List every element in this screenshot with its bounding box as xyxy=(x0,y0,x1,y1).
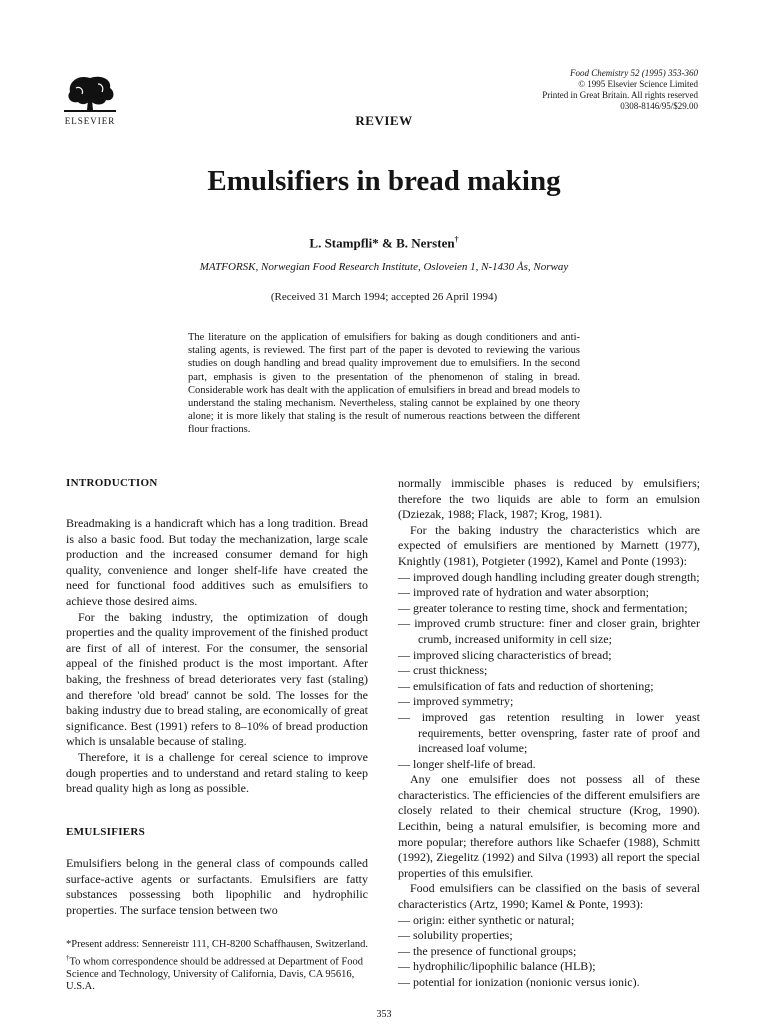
article-title: Emulsifiers in bread making xyxy=(207,165,561,197)
footnotes xyxy=(66,939,368,994)
list-item: — improved dough handling including greater dough strength; xyxy=(398,569,700,584)
list-item: — longer shelf-life of bread. xyxy=(398,756,536,771)
introduction-body xyxy=(66,516,368,797)
intro-paragraph-1: Breadmaking is a handicraft which has a long tradition. Bread is also a basic food. But today the mechanization, large scale production and the increased consumer demand for high quality, convenience and longer shelf-life have created the need for functional food additives such as emulsifiers to achieve those desired aims. xyxy=(66,516,368,608)
copyright-line: © 1995 Elsevier Science Limited xyxy=(578,79,698,89)
list-item: — potential for ionization (nonionic versus ionic). xyxy=(398,975,640,989)
printed-line: Printed in Great Britain. All rights reserved xyxy=(542,90,698,100)
right-paragraph-4: Food emulsifiers can be classified on the basis of several characteristics (Artz, 1990; Kamel & Ponte, 1993): xyxy=(398,881,700,912)
right-column xyxy=(398,476,700,991)
classification-list xyxy=(398,913,700,991)
list-item: — improved slicing characteristics of bread; xyxy=(398,647,612,662)
emulsifiers-paragraph-1: Emulsifiers belong in the general class of compounds called surface-active agents or surfactants. Emulsifiers are fatty substances possessing both lipophilic and hydrophilic properties. The surface tension between two xyxy=(66,856,368,917)
list-item: — improved crumb structure: finer and closer grain, brighter crumb, increased uniformity in cell size; xyxy=(398,616,700,646)
author-names: L. Stampfli* & B. Nersten xyxy=(309,235,455,251)
footnote-correspondence xyxy=(66,952,368,994)
footnote-present-address: *Present address: Sennereistr 111, CH-8200 Schaffhausen, Switzerland. xyxy=(66,939,369,950)
emulsifiers-body xyxy=(66,856,368,918)
footnote-correspondence-text: To whom correspondence should be addressed at Department of Food Science and Technology, University of California, Davis, CA 95616, U.S.A. xyxy=(66,956,363,993)
list-item: — the presence of functional groups; xyxy=(398,943,577,958)
list-item: — emulsification of fats and reduction of shortening; xyxy=(398,678,654,693)
list-item: — improved gas retention resulting in lower yeast requirements, better ovenspring, faster rate of proof and increased loaf volume; xyxy=(398,709,700,756)
intro-paragraph-2: For the baking industry, the optimization of dough properties and the quality improvement of the finished product are first of all of interest. For the consumer, the sensorial appeal of the finished product is the most important. After baking, the freshness of bread deteriorates very fast (staling) and therefore 'old bread' cannot be sold. The losses for the baking industry due to bread staling, are economically of great significance. Best (1991) refers to 8–10% of bread production which is unsalable because of staling. xyxy=(66,609,368,749)
journal-info xyxy=(438,68,698,112)
section-type: REVIEW xyxy=(355,113,413,128)
list-item: — improved rate of hydration and water absorption; xyxy=(398,585,649,600)
issn-line: 0308-8146/95/$29.00 xyxy=(620,101,698,111)
right-paragraph-1: normally immiscible phases is reduced by emulsifiers; therefore the two liquids are able to form an emulsion (Dziezak, 1988; Flack, 1987; Krog, 1981). xyxy=(398,476,700,522)
list-item: — crust thickness; xyxy=(398,663,488,678)
intro-heading-block xyxy=(66,476,368,492)
affiliation: MATFORSK, Norwegian Food Research Institute, Osloveien 1, N-1430 Ås, Norway xyxy=(199,261,569,273)
list-item: — solubility properties; xyxy=(398,928,513,943)
right-paragraph-2: For the baking industry the characteristics which are expected of emulsifiers are mentioned by Marnett (1977), Knightly (1981), Potgieter (1992), Kamel and Ponte (1993): xyxy=(398,522,700,568)
tree-logo-icon xyxy=(60,70,120,114)
characteristics-list xyxy=(398,570,700,773)
footnote-mark: † xyxy=(66,953,70,962)
journal-citation: Food Chemistry 52 (1995) 353-360 xyxy=(570,68,698,78)
introduction-heading: INTRODUCTION xyxy=(66,477,158,489)
list-item: — greater tolerance to resting time, shock and fermentation; xyxy=(398,600,688,615)
right-paragraph-3: Any one emulsifier does not possess all of these characteristics. The efficiencies of the different emulsifiers are closely related to their chemical structure (Krog, 1990). Lecithin, being a natural emulsifier, is becoming more and more popular; therefore authors like Schaefer (1988), Schmitt (1992), Ziegelitz (1992) and Silva (1993) all report the special properties of this emulsifier. xyxy=(398,772,700,880)
received-dates: (Received 31 March 1994; accepted 26 April 1994) xyxy=(270,291,498,303)
intro-paragraph-3: Therefore, it is a challenge for cereal science to improve dough properties and to understand and retard staling to keep bread quality high as long as possible. xyxy=(66,749,368,796)
emulsifiers-heading: EMULSIFIERS xyxy=(66,826,146,838)
author-mark: † xyxy=(454,235,459,244)
article-authors xyxy=(0,235,768,251)
abstract: The literature on the application of emulsifiers for baking as dough conditioners and anti-staling agents, is reviewed. The first part of the paper is devoted to reviewing the various studies on dough handling and bread quality improvement due to emulsifiers. In the second part, emphasis is given to the presentation of the phenomenon of staling in bread. Considerable work has dealt with the application of emulsifiers in bread and bread models to understand the staling mechanism. Nevertheless, staling cannot be explained by one theory alone; it is more likely that staling is the result of numerous reactions between the different flour fractions. xyxy=(188,332,580,436)
publisher-name: ELSEVIER xyxy=(64,116,116,126)
list-item: — hydrophilic/lipophilic balance (HLB); xyxy=(398,959,596,974)
list-item: — improved symmetry; xyxy=(398,694,514,709)
list-item: — origin: either synthetic or natural; xyxy=(398,912,575,927)
page-number: 353 xyxy=(376,1009,392,1020)
emulsifiers-heading-block xyxy=(66,825,368,841)
